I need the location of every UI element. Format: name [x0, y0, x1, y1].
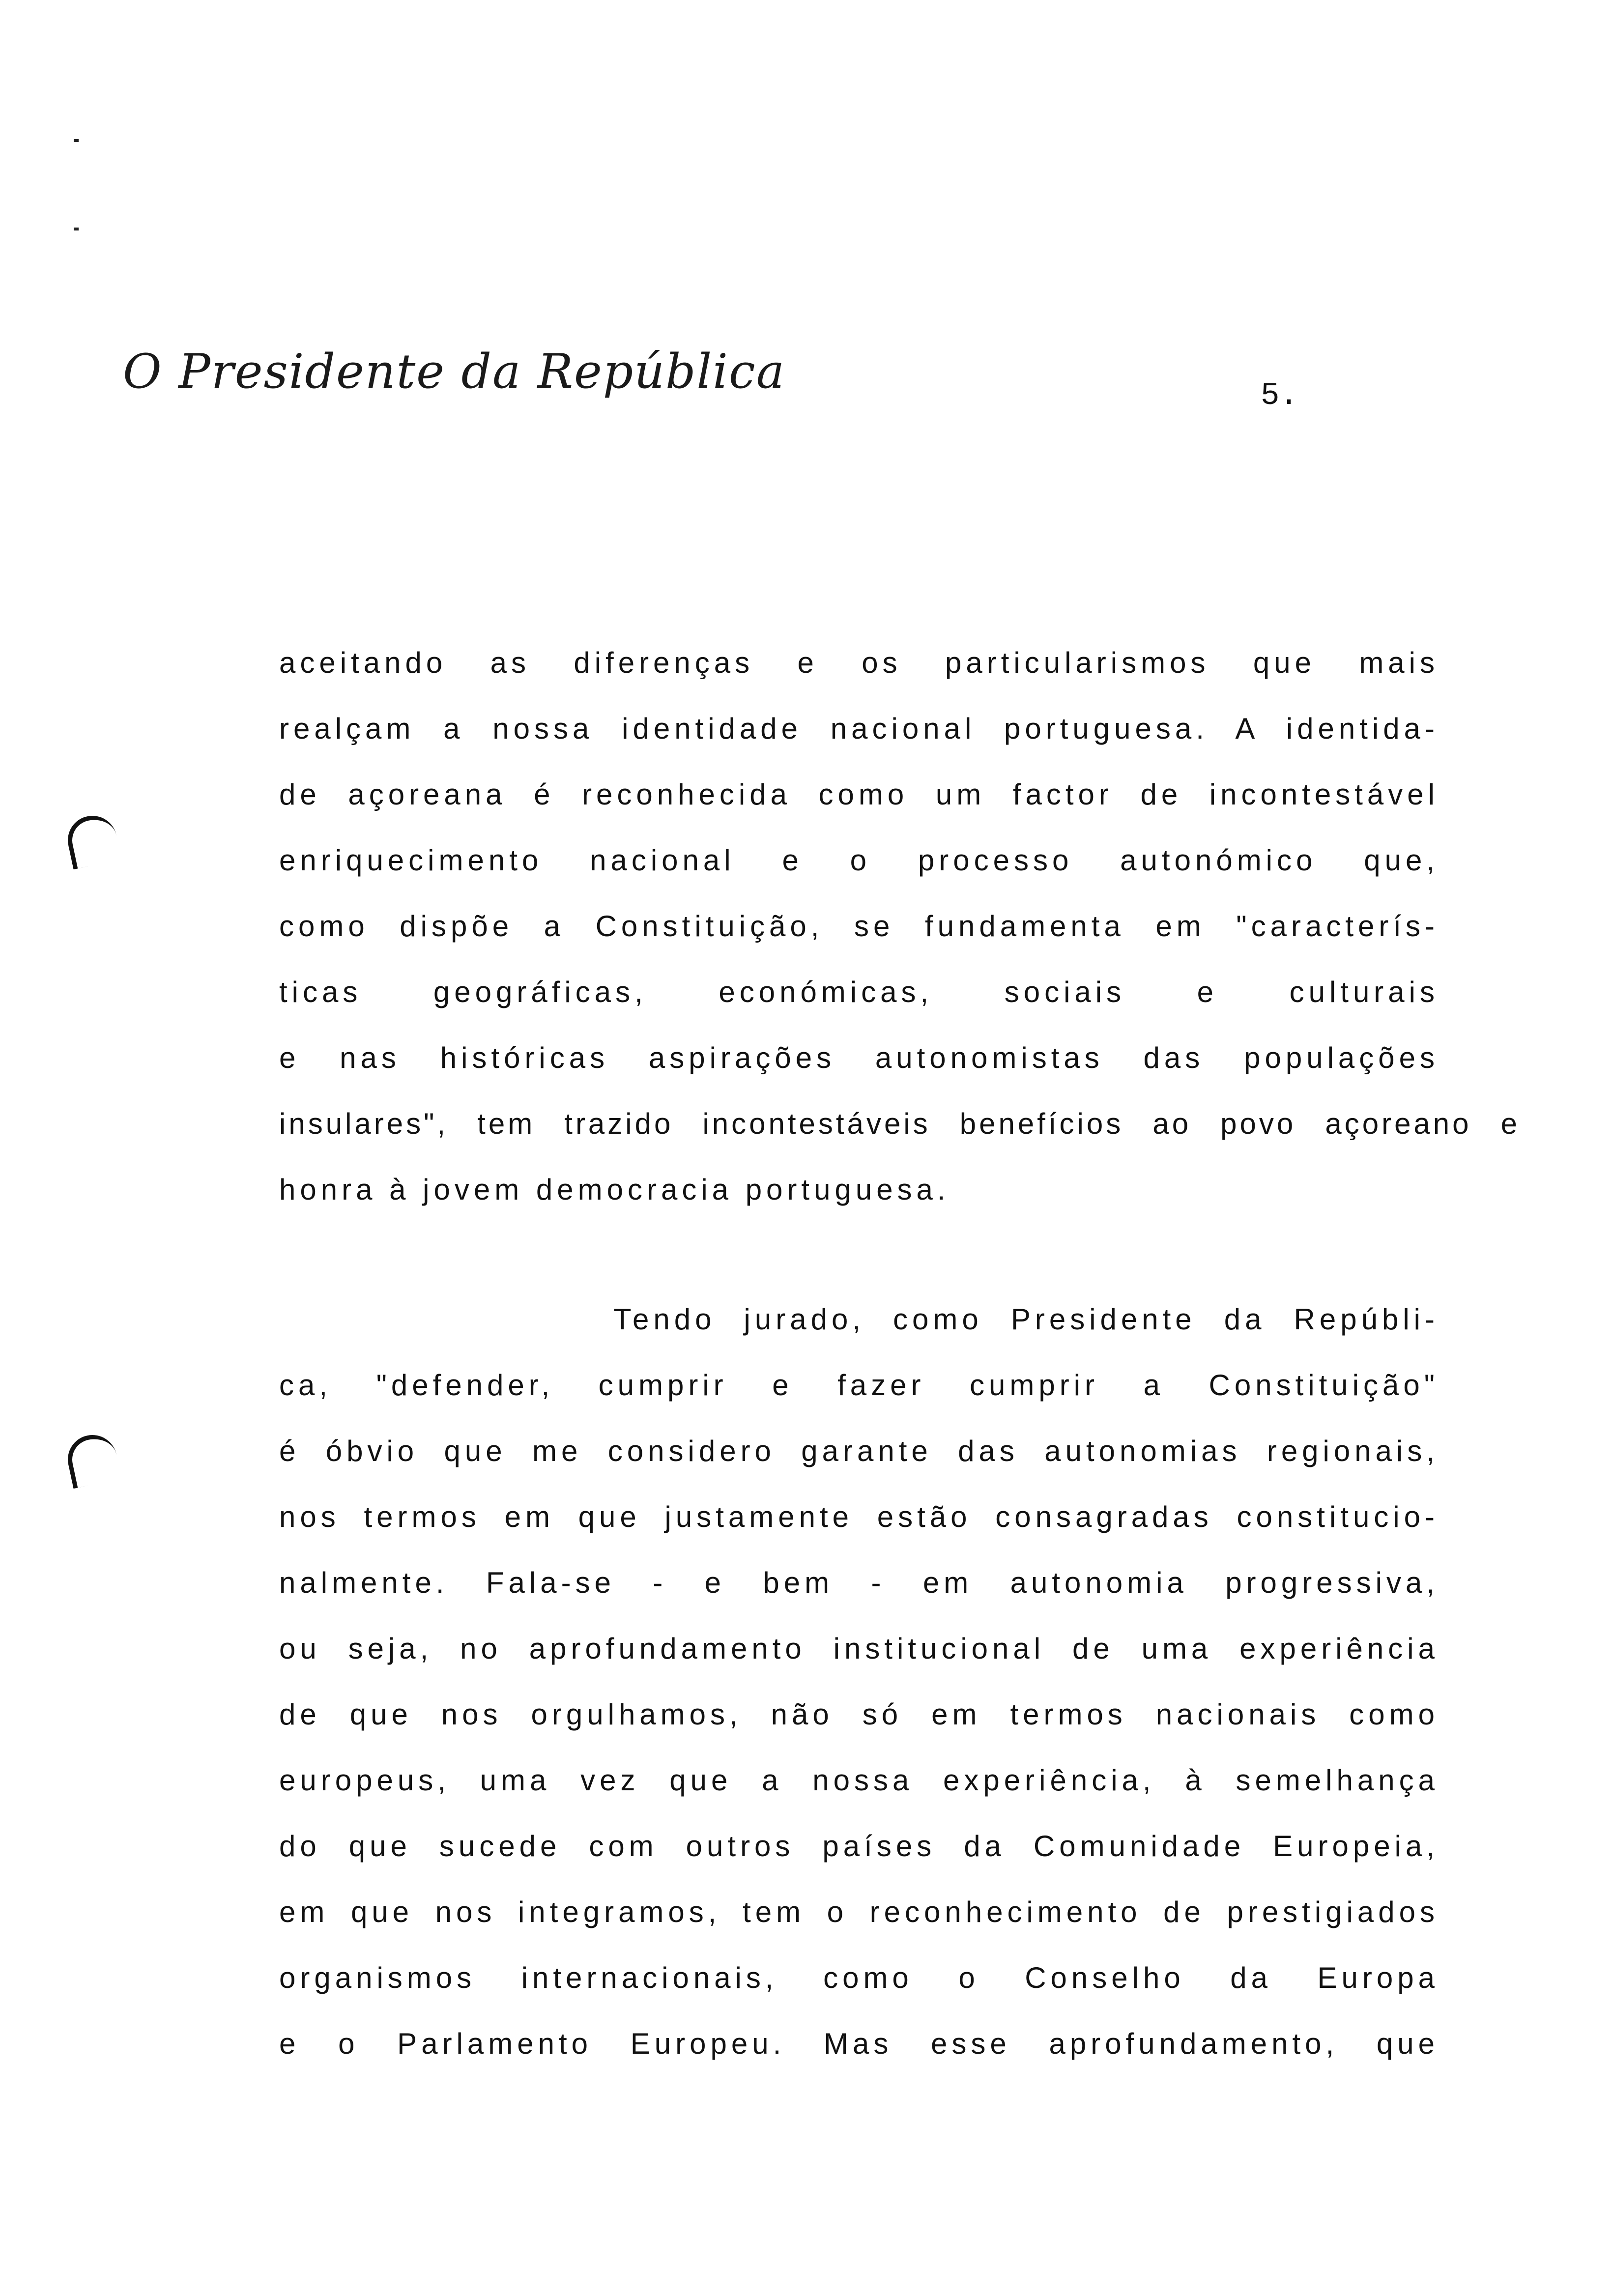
letterhead: O Presidente da República	[123, 344, 785, 399]
text-line: ticas geográficas, económicas, sociais e culturais	[279, 976, 1439, 1008]
text-line: organismos internacionais, como o Conselho da Europa	[279, 1961, 1439, 1994]
margin-dot	[74, 139, 79, 142]
text-line: aceitando as diferenças e os particularismos que mais	[279, 646, 1439, 679]
text-line: ca, "defender, cumprir e fazer cumprir a Constituição"	[279, 1369, 1439, 1402]
text-line: realçam a nossa identidade nacional portuguesa. A identida-	[279, 712, 1439, 745]
text-line: de que nos orgulhamos, não só em termos nacionais como	[279, 1698, 1439, 1731]
margin-dot	[74, 228, 79, 230]
text-line: do que sucede com outros países da Comunidade Europeia,	[279, 1830, 1439, 1863]
text-line: de açoreana é reconhecida como um factor de incontestável	[279, 778, 1439, 811]
text-line: como dispõe a Constituição, se fundamenta em "caracterís-	[279, 910, 1439, 943]
text-line: Tendo jurado, como Presidente da Repúbli-	[613, 1303, 1439, 1336]
text-line: nos termos em que justamente estão consagradas constitucio-	[279, 1500, 1439, 1533]
text-line: e o Parlamento Europeu. Mas esse aprofundamento, que	[279, 2027, 1439, 2060]
text-line: nalmente. Fala-se - e bem - em autonomia progressiva,	[279, 1566, 1439, 1599]
text-line: honra à jovem democracia portuguesa.	[279, 1173, 950, 1206]
binder-hole-mark	[63, 1431, 122, 1489]
text-line: e nas históricas aspirações autonomistas das populações	[279, 1041, 1439, 1074]
paragraph-1	[279, 630, 1520, 1223]
binder-hole-mark	[63, 811, 122, 870]
text-line: em que nos integramos, tem o reconhecimento de prestigiados	[279, 1895, 1439, 1928]
text-line: europeus, uma vez que a nossa experiência, à semelhança	[279, 1764, 1439, 1797]
page-number: 5.	[1261, 378, 1298, 414]
text-line: enriquecimento nacional e o processo autonómico que,	[279, 844, 1439, 877]
paragraph-2	[279, 1287, 1439, 2077]
text-line: ou seja, no aprofundamento institucional de uma experiência	[279, 1632, 1439, 1665]
text-line: insulares", tem trazido incontestáveis benefícios ao povo açoreano e	[279, 1107, 1520, 1140]
text-line: é óbvio que me considero garante das autonomias regionais,	[279, 1435, 1439, 1467]
